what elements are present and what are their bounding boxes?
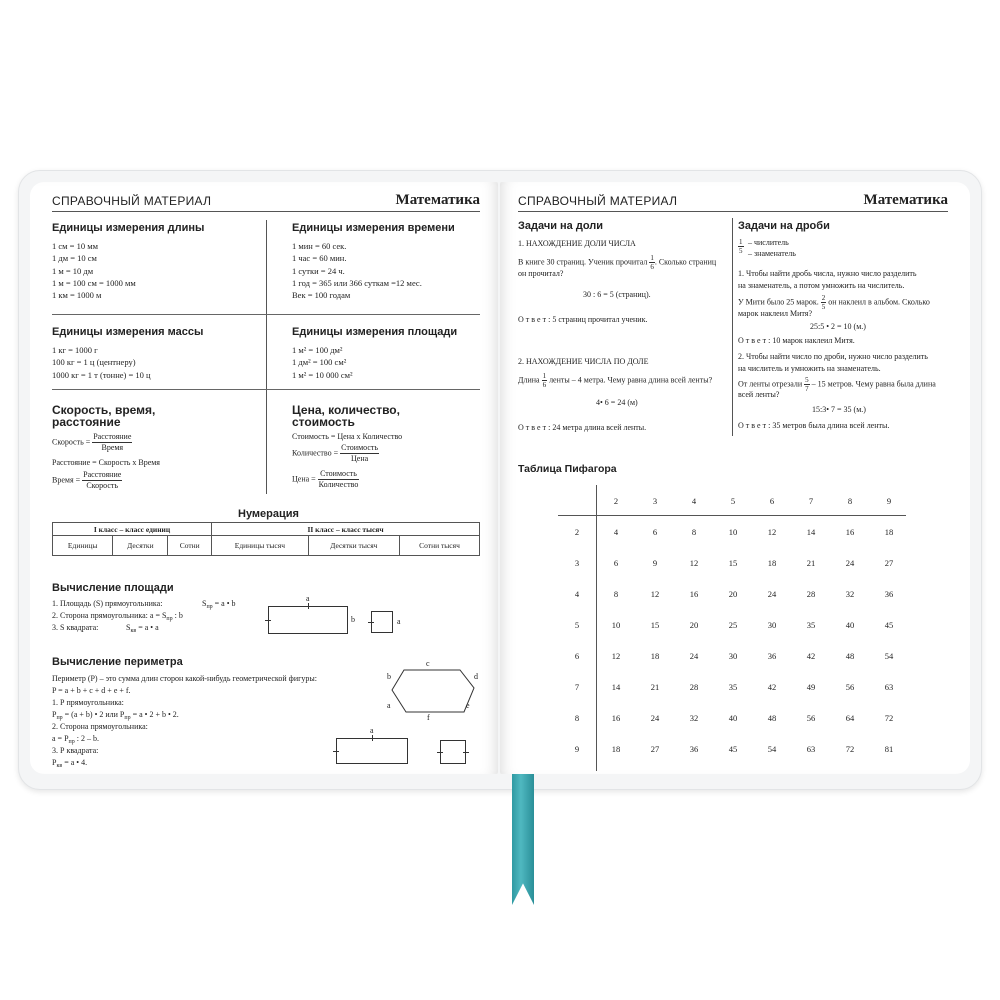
pythagoras-cell: 32: [689, 713, 699, 723]
pythagoras-row-label: 3: [574, 558, 580, 568]
pythagoras-cell: 48: [845, 651, 855, 661]
rect-label-b: b: [351, 615, 355, 624]
pythagoras-cell: 16: [611, 713, 621, 723]
perimeter-rectangle-shape: [336, 738, 408, 764]
hex-label-e: e: [466, 701, 470, 710]
fractions-def-numerator: $\frac{1}{5}$: [739, 238, 743, 255]
perimeter-rect-label-a: a: [370, 726, 374, 735]
page-header-subject: Математика: [863, 192, 948, 208]
pythagoras-cell: 63: [884, 682, 894, 692]
pythagoras-cell: 30: [767, 620, 777, 630]
fractions-def-2: – знаменатель: [748, 249, 796, 258]
fractions-p4: От ленты отрезали $\frac{5}{7}$ – 15 метров. Чему равна была длина: [738, 376, 936, 393]
pythagoras-cell: 72: [884, 713, 894, 723]
numeration-col: Сотни тысяч: [400, 536, 480, 556]
pythagoras-cell: 16: [845, 527, 855, 537]
pythagoras-header-cell: 8: [847, 496, 853, 506]
pythagoras-cell: 10: [611, 620, 621, 630]
pythagoras-horizontal-rule: [558, 515, 906, 516]
numeration-col: Десятки тысяч: [308, 536, 399, 556]
perimeter-line-3: 1. Р прямоугольника:: [52, 698, 124, 707]
shares-title: Задачи на доли: [518, 220, 604, 232]
right-page: [500, 182, 970, 774]
pythagoras-header-cell: 3: [652, 496, 658, 506]
speed-formula-1: Скорость = $\frac{\text{Расстояние}}{\text{Время}}$: [52, 432, 132, 452]
pythagoras-header-cell: 2: [613, 496, 619, 506]
shares-s1-text-2: он прочитал?: [518, 269, 564, 278]
pythagoras-cell: 49: [806, 682, 816, 692]
perimeter-line-7: 3. Р квадрата:: [52, 746, 99, 755]
pythagoras-cell: 56: [845, 682, 855, 692]
pythagoras-cell: 40: [728, 713, 738, 723]
numeration-table: [52, 522, 480, 556]
pythagoras-cell: 18: [611, 744, 621, 754]
pythagoras-row-label: 7: [574, 682, 580, 692]
shares-s2-text: Длина $\frac{1}{6}$ ленты – 4 метра. Чему равна длина всей ленты?: [518, 372, 713, 389]
fractions-p2-calc: 25:5 • 2 = 10 (м.): [810, 322, 866, 331]
speed-title: Скорость, время, расстояние: [52, 403, 156, 429]
pythagoras-cell: 14: [806, 527, 816, 537]
pythagoras-cell: 32: [845, 589, 855, 599]
perimeter-line-1: Периметр (Р) – это сумма длин сторон какой-нибудь геометрической фигуры:: [52, 674, 318, 683]
pythagoras-cell: 54: [884, 651, 894, 661]
mass-units-list: 1 кг = 1000 г 100 кг = 1 ц (центнеру) 1000 кг = 1 т (тонне) = 10 ц: [52, 345, 151, 380]
pythagoras-cell: 20: [689, 620, 699, 630]
shares-s1-calc: 30 : 6 = 5 (страниц).: [583, 290, 651, 299]
pythagoras-vertical-rule: [596, 485, 597, 771]
shares-s1-text: В книге 30 страниц. Ученик прочитал $\frac{1}{6}$ . Сколько страниц: [518, 254, 717, 271]
pythagoras-cell: 27: [650, 744, 660, 754]
pythagoras-row-label: 2: [574, 527, 580, 537]
length-units-title: Единицы измерения длины: [52, 222, 205, 234]
area-calc-title: Вычисление площади: [52, 582, 174, 594]
numeration-col: Единицы: [53, 536, 113, 556]
rect-label-a: a: [306, 594, 310, 603]
shares-s2-calc: 4• 6 = 24 (м): [596, 398, 638, 407]
pythagoras-cell: 64: [845, 713, 855, 723]
shares-s2-title: 2. НАХОЖДЕНИЕ ЧИСЛА ПО ДОЛЕ: [518, 357, 649, 366]
pythagoras-cell: 28: [806, 589, 816, 599]
hex-label-d: d: [474, 672, 478, 681]
pythagoras-cell: 42: [806, 651, 816, 661]
pythagoras-cell: 24: [845, 558, 855, 568]
hex-label-c: c: [426, 659, 430, 668]
speed-formula-2: Расстояние = Скорость х Время: [52, 458, 160, 467]
perimeter-title: Вычисление периметра: [52, 656, 183, 668]
pythagoras-row-label: 5: [574, 620, 580, 630]
pythagoras-cell: 8: [613, 589, 619, 599]
pythagoras-cell: 6: [652, 527, 658, 537]
shares-s1-title: 1. НАХОЖДЕНИЕ ДОЛИ ЧИСЛА: [518, 239, 636, 248]
pythagoras-cell: 72: [845, 744, 855, 754]
pythagoras-header-cell: 4: [691, 496, 697, 506]
perimeter-line-2: P = a + b + c + d + e + f.: [52, 686, 131, 695]
price-title: Цена, количество, стоимость: [292, 403, 400, 429]
price-formula-3: Цена = $\frac{\text{Стоимость}}{\text{Количество}}$: [292, 469, 359, 489]
perimeter-line-4: $P_{пр} = (a + b)$ • 2 или $P_{пр} = a$ • 2 + b • 2.: [52, 710, 179, 721]
area-calc-line-3: 3. S квадрата:: [52, 623, 99, 632]
pythagoras-cell: 27: [884, 558, 894, 568]
page-header-label: СПРАВОЧНЫЙ МАТЕРИАЛ: [52, 194, 212, 208]
pythagoras-cell: 36: [767, 651, 777, 661]
numeration-col: Сотни: [168, 536, 212, 556]
square-label-a: a: [397, 617, 401, 626]
pythagoras-cell: 28: [689, 682, 699, 692]
grid-divider-1: [52, 314, 480, 315]
time-units-title: Единицы измерения времени: [292, 222, 455, 234]
pythagoras-header-cell: 7: [808, 496, 814, 506]
left-page: [30, 182, 498, 774]
pythagoras-row-label: 6: [574, 651, 580, 661]
pythagoras-cell: 36: [689, 744, 699, 754]
area-calc-line-1: 1. Площадь (S) прямоугольника:: [52, 599, 163, 608]
pythagoras-cell: 4: [613, 527, 619, 537]
pythagoras-cell: 20: [728, 589, 738, 599]
numeration-col: Десятки: [113, 536, 168, 556]
pythagoras-header-cell: 6: [769, 496, 775, 506]
perimeter-line-8: $P_{кв} = a$ • 4.: [52, 758, 88, 769]
perimeter-line-5: 2. Сторона прямоугольника:: [52, 722, 148, 731]
price-formula-1: Стоимость = Цена х Количество: [292, 432, 403, 441]
square-shape: [371, 611, 393, 633]
pythagoras-cell: 21: [650, 682, 660, 692]
pythagoras-row-label: 9: [574, 744, 580, 754]
area-calc-formula-3: $S_{кв} = a$ • a: [126, 623, 159, 634]
pythagoras-cell: 18: [650, 651, 660, 661]
pythagoras-cell: 42: [767, 682, 777, 692]
header-rule: [518, 211, 948, 212]
area-calc-line-2: 2. Сторона прямоугольника: $a = S_{пр}$ : b: [52, 611, 183, 622]
pythagoras-cell: 12: [611, 651, 621, 661]
fractions-p4-calc: 15:3• 7 = 35 (м.): [812, 405, 866, 414]
pythagoras-cell: 12: [689, 558, 699, 568]
pythagoras-cell: 6: [613, 558, 619, 568]
pythagoras-cell: 15: [650, 620, 660, 630]
pythagoras-cell: 45: [728, 744, 738, 754]
pythagoras-cell: 18: [767, 558, 777, 568]
grid-divider-2: [52, 389, 480, 390]
pythagoras-cell: 40: [845, 620, 855, 630]
fractions-p2-answer: О т в е т : 10 марок наклеил Митя.: [738, 336, 855, 345]
pythagoras-cell: 12: [767, 527, 777, 537]
area-units-title: Единицы измерения площади: [292, 326, 458, 338]
pythagoras-cell: 45: [884, 620, 894, 630]
pythagoras-cell: 15: [728, 558, 738, 568]
fractions-p2: У Мити было 25 марок. $\frac{2}{5}$ он наклеил в альбом. Сколько: [738, 294, 930, 311]
pythagoras-header-cell: 9: [886, 496, 892, 506]
pythagoras-cell: 35: [806, 620, 816, 630]
hex-label-b: b: [387, 672, 391, 681]
pythagoras-cell: 56: [806, 713, 816, 723]
pythagoras-title: Таблица Пифагора: [518, 463, 617, 475]
hexagon-shape: [384, 666, 484, 722]
fractions-def-1: – числитель: [748, 238, 789, 247]
shares-s1-answer: О т в е т : 5 страниц прочитал ученик.: [518, 315, 648, 324]
pythagoras-cell: 54: [767, 744, 777, 754]
pythagoras-cell: 18: [884, 527, 894, 537]
pythagoras-cell: 12: [650, 589, 660, 599]
pythagoras-cell: 81: [884, 744, 894, 754]
fractions-p2-line-2: марок наклеил Митя?: [738, 309, 812, 318]
pythagoras-row-label: 8: [574, 713, 580, 723]
pythagoras-cell: 35: [728, 682, 738, 692]
pythagoras-cell: 48: [767, 713, 777, 723]
numeration-class-1: I класс – класс единиц: [53, 523, 212, 536]
numeration-col: Единицы тысяч: [212, 536, 309, 556]
fractions-p3: 2. Чтобы найти число по дроби, нужно число разделить на числитель и умножить на знаменатель.: [738, 352, 928, 373]
fractions-p4-answer: О т в е т : 35 метров была длина всей ленты.: [738, 421, 890, 430]
area-calc-formula-1: $S_{пр} = a$ • b: [202, 599, 236, 610]
numeration-title: Нумерация: [238, 508, 299, 520]
area-units-list: 1 м² = 100 дм² 1 дм² = 100 см² 1 м² = 10 000 см²: [292, 345, 353, 380]
time-units-list: 1 мин = 60 сек. 1 час = 60 мин. 1 сутки = 24 ч. 1 год = 365 или 366 суткам =12 мес. Век = 100 годам: [292, 241, 422, 301]
pythagoras-cell: 9: [652, 558, 658, 568]
pythagoras-cell: 24: [767, 589, 777, 599]
fractions-p4-line-2: всей ленты?: [738, 390, 780, 399]
pythagoras-row-label: 4: [574, 589, 580, 599]
hex-label-f: f: [427, 713, 430, 722]
header-rule: [52, 211, 480, 212]
pythagoras-cell: 25: [728, 620, 738, 630]
pythagoras-header-cell: 5: [730, 496, 736, 506]
price-formula-2: Количество = $\frac{\text{Стоимость}}{\text{Цена}}$: [292, 443, 379, 463]
bookmark-ribbon: [512, 770, 534, 905]
grid-divider-vertical: [266, 220, 267, 494]
perimeter-line-6: $a = P_{пр}$ : 2 – b.: [52, 734, 99, 745]
pythagoras-cell: 16: [689, 589, 699, 599]
mass-units-title: Единицы измерения массы: [52, 326, 204, 338]
pythagoras-cell: 24: [689, 651, 699, 661]
shares-s2-answer: О т в е т : 24 метра длина всей ленты.: [518, 423, 647, 432]
fractions-p1: 1. Чтобы найти дробь числа, нужно число разделить на знаменатель, а потом умножить на числитель.: [738, 269, 917, 290]
speed-formula-3: Время = $\frac{\text{Расстояние}}{\text{Скорость}}$: [52, 470, 122, 490]
pythagoras-cell: 63: [806, 744, 816, 754]
numeration-class-2: II класс – класс тысяч: [212, 523, 480, 536]
column-divider: [732, 218, 733, 436]
pythagoras-cell: 21: [806, 558, 816, 568]
pythagoras-cell: 36: [884, 589, 894, 599]
fractions-title: Задачи на дроби: [738, 220, 830, 232]
rectangle-shape: [268, 606, 348, 634]
pythagoras-cell: 8: [691, 527, 697, 537]
pythagoras-cell: 30: [728, 651, 738, 661]
pythagoras-cell: 24: [650, 713, 660, 723]
pythagoras-cell: 14: [611, 682, 621, 692]
page-header-subject: Математика: [395, 192, 480, 208]
hex-label-a: a: [387, 701, 391, 710]
page-header-label: СПРАВОЧНЫЙ МАТЕРИАЛ: [518, 194, 678, 208]
pythagoras-cell: 10: [728, 527, 738, 537]
length-units-list: 1 см = 10 мм 1 дм = 10 см 1 м = 10 дм 1 м = 100 см = 1000 мм 1 км = 1000 м: [52, 241, 136, 301]
